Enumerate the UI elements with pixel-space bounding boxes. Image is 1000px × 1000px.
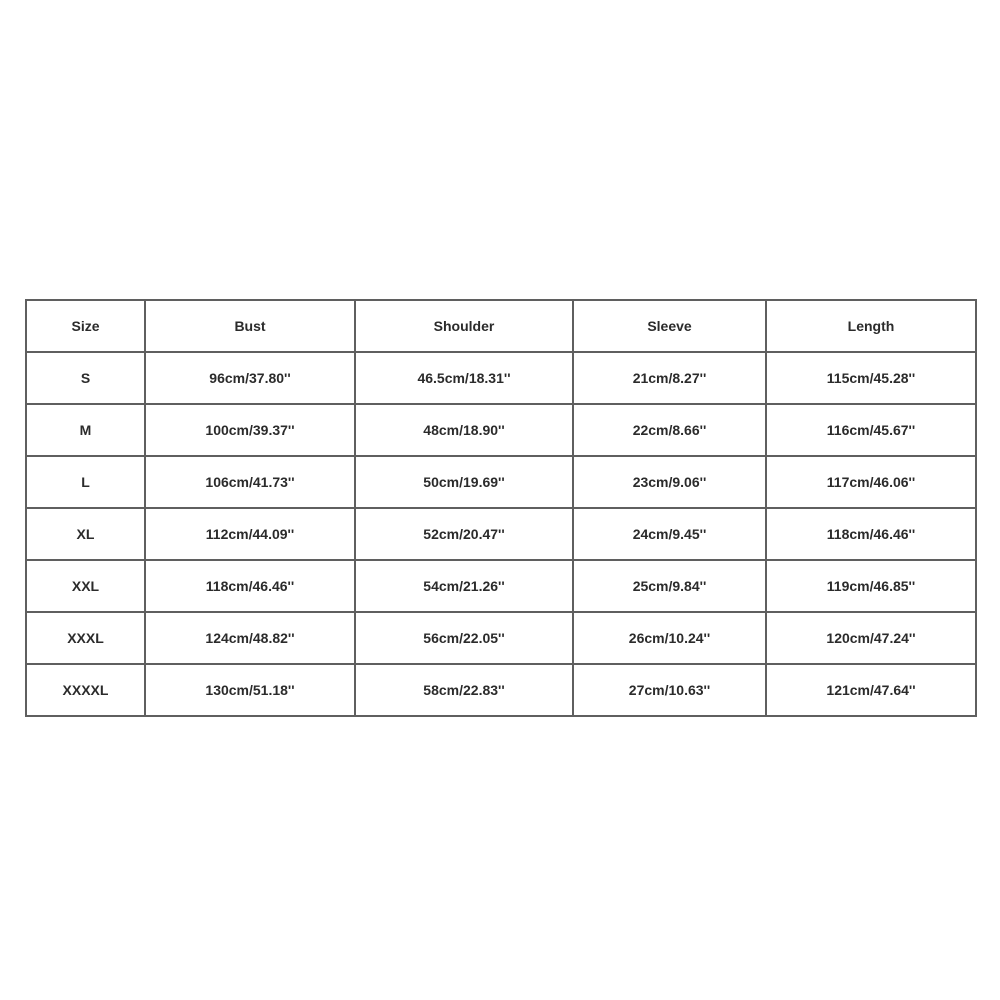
table-row [26, 352, 976, 404]
cell-size: XXXL [26, 612, 145, 664]
header-shoulder: Shoulder [355, 300, 573, 352]
cell-sleeve: 23cm/9.06'' [573, 456, 766, 508]
table-row [26, 560, 976, 612]
cell-bust: 112cm/44.09'' [145, 508, 355, 560]
size-chart-table [25, 299, 977, 717]
table-row [26, 456, 976, 508]
table-row [26, 508, 976, 560]
table-row [26, 612, 976, 664]
cell-sleeve: 25cm/9.84'' [573, 560, 766, 612]
header-bust: Bust [145, 300, 355, 352]
table-row [26, 404, 976, 456]
cell-length: 117cm/46.06'' [766, 456, 976, 508]
cell-bust: 106cm/41.73'' [145, 456, 355, 508]
cell-size: XXXXL [26, 664, 145, 716]
cell-sleeve: 24cm/9.45'' [573, 508, 766, 560]
cell-bust: 100cm/39.37'' [145, 404, 355, 456]
header-sleeve: Sleeve [573, 300, 766, 352]
header-length: Length [766, 300, 976, 352]
cell-shoulder: 56cm/22.05'' [355, 612, 573, 664]
cell-shoulder: 46.5cm/18.31'' [355, 352, 573, 404]
header-size: Size [26, 300, 145, 352]
cell-length: 120cm/47.24'' [766, 612, 976, 664]
cell-shoulder: 58cm/22.83'' [355, 664, 573, 716]
cell-shoulder: 54cm/21.26'' [355, 560, 573, 612]
table-row [26, 664, 976, 716]
cell-length: 121cm/47.64'' [766, 664, 976, 716]
cell-length: 119cm/46.85'' [766, 560, 976, 612]
cell-sleeve: 21cm/8.27'' [573, 352, 766, 404]
cell-size: L [26, 456, 145, 508]
cell-shoulder: 48cm/18.90'' [355, 404, 573, 456]
cell-size: S [26, 352, 145, 404]
cell-bust: 130cm/51.18'' [145, 664, 355, 716]
cell-bust: 118cm/46.46'' [145, 560, 355, 612]
cell-sleeve: 22cm/8.66'' [573, 404, 766, 456]
cell-length: 116cm/45.67'' [766, 404, 976, 456]
cell-size: M [26, 404, 145, 456]
cell-bust: 96cm/37.80'' [145, 352, 355, 404]
cell-length: 118cm/46.46'' [766, 508, 976, 560]
cell-length: 115cm/45.28'' [766, 352, 976, 404]
cell-bust: 124cm/48.82'' [145, 612, 355, 664]
cell-sleeve: 27cm/10.63'' [573, 664, 766, 716]
cell-size: XL [26, 508, 145, 560]
cell-shoulder: 50cm/19.69'' [355, 456, 573, 508]
table-header-row [26, 300, 976, 352]
cell-size: XXL [26, 560, 145, 612]
cell-shoulder: 52cm/20.47'' [355, 508, 573, 560]
cell-sleeve: 26cm/10.24'' [573, 612, 766, 664]
